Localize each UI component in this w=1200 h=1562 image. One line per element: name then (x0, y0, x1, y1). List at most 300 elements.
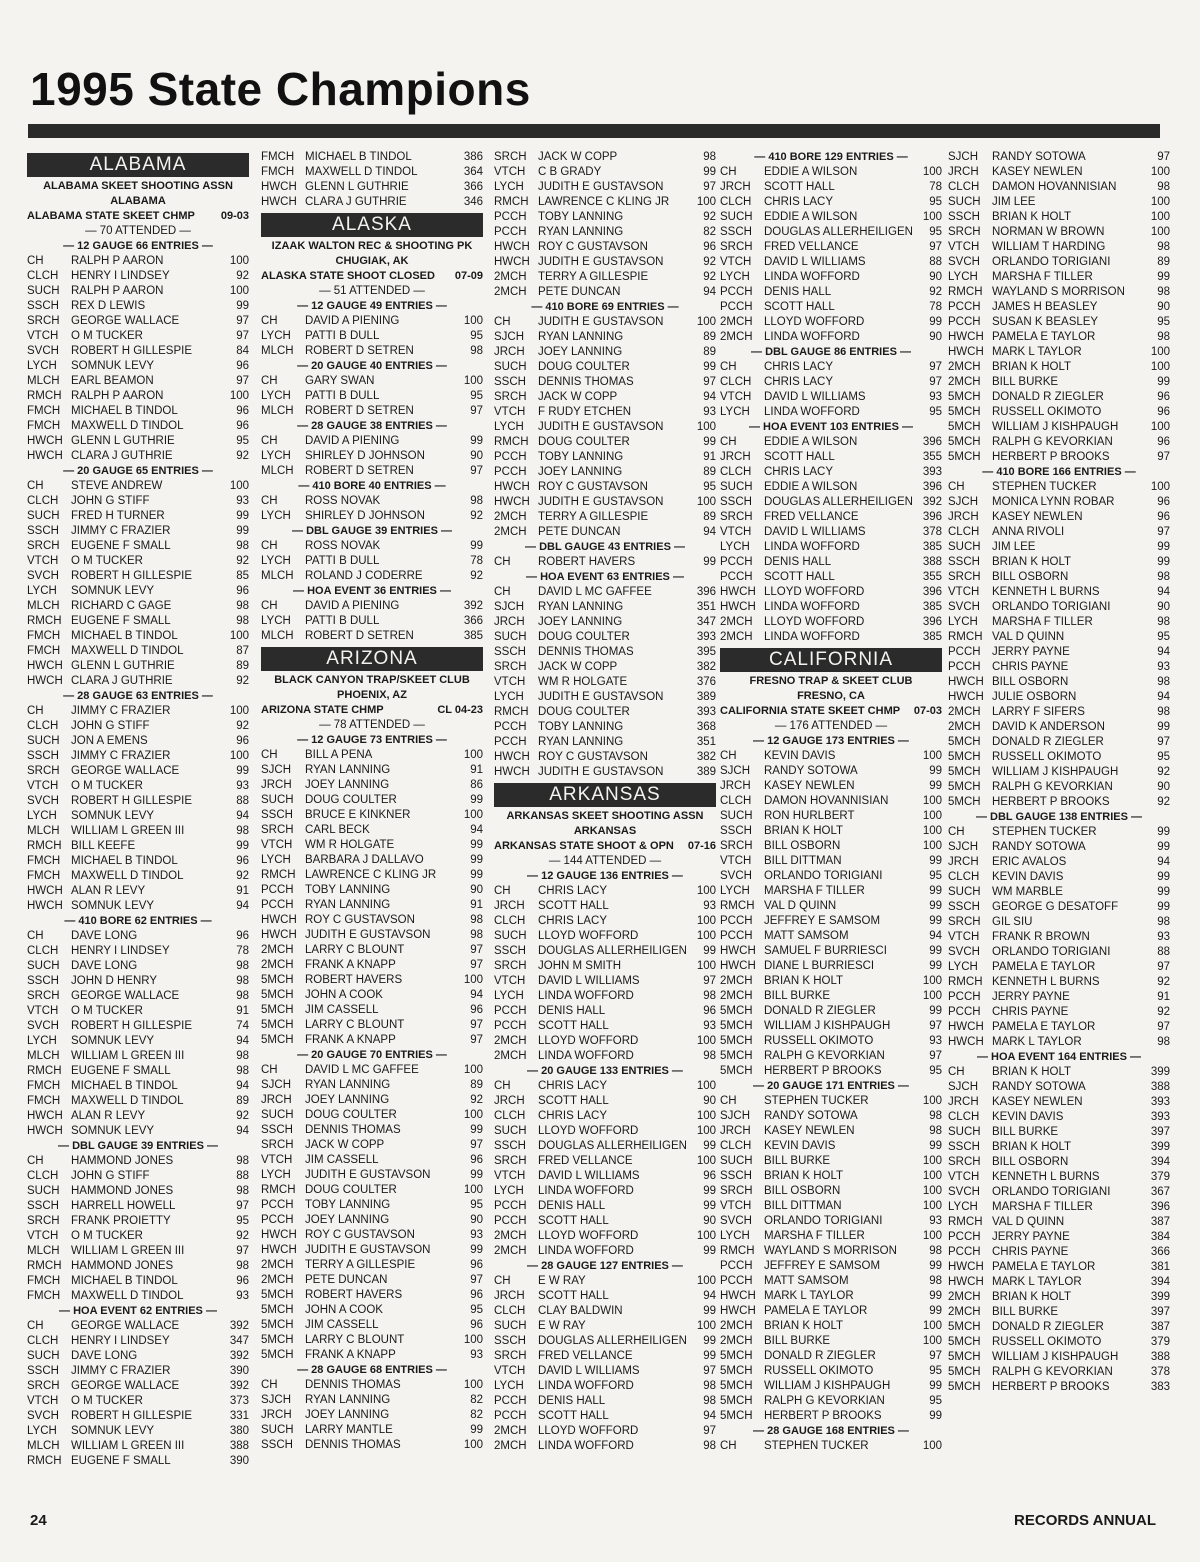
result-row (720, 1199, 942, 1214)
result-row (494, 1019, 716, 1034)
result-row (720, 330, 942, 345)
class-code: JRCH (720, 1125, 751, 1137)
score: 100 (922, 1320, 942, 1332)
score: 98 (1157, 571, 1170, 583)
result-row (720, 1394, 942, 1409)
result-row (948, 420, 1170, 435)
result-row (948, 825, 1170, 840)
class-code: PCCH (720, 286, 753, 298)
score: 95 (703, 481, 716, 493)
score: 96 (470, 1259, 483, 1271)
class-code: SJCH (720, 765, 751, 777)
result-row (948, 285, 1170, 300)
result-row (261, 853, 483, 868)
shooter-name: ALAN R LEVY (71, 1110, 146, 1122)
class-code: CLCH (720, 466, 752, 478)
class-code: RMCH (948, 631, 983, 643)
result-row (494, 750, 716, 765)
result-row (27, 1124, 249, 1139)
class-code: SSCH (948, 556, 980, 568)
shooter-name: SHIRLEY D JOHNSON (305, 450, 425, 462)
class-code: RMCH (948, 286, 983, 298)
shooter-name: MARSHA F TILLER (992, 616, 1093, 628)
class-code: PCCH (494, 721, 527, 733)
shooter-name: DENNIS THOMAS (538, 376, 634, 388)
class-code: 2MCH (261, 1274, 294, 1286)
shooter-name: SCOTT HALL (538, 1410, 609, 1422)
shooter-name: EUGENE F SMALL (71, 1455, 171, 1467)
result-row (261, 629, 483, 644)
shooter-name: ROLAND J CODERRE (305, 570, 423, 582)
result-row (948, 525, 1170, 540)
score: 97 (703, 376, 716, 388)
score: 99 (236, 525, 249, 537)
shooter-name: JEFFREY E SAMSOM (764, 915, 881, 927)
shooter-name: CLARA J GUTHRIE (71, 675, 173, 687)
class-code: VTCH (27, 1005, 59, 1017)
class-code: 5MCH (948, 436, 981, 448)
class-code: PCCH (494, 1410, 527, 1422)
shooter-name: JIM CASSELL (305, 1319, 379, 1331)
score: 367 (1150, 1186, 1170, 1198)
class-code: HWCH (720, 945, 756, 957)
result-row (494, 600, 716, 615)
shooter-name: FRED VELLANCE (764, 241, 859, 253)
class-code: HWCH (720, 586, 756, 598)
result-row (261, 868, 483, 883)
score: 347 (229, 1335, 249, 1347)
result-row (948, 675, 1170, 690)
shooter-name: JOHN D HENRY (71, 975, 158, 987)
result-row (494, 705, 716, 720)
score: 99 (929, 780, 942, 792)
class-code: 5MCH (948, 766, 981, 778)
shooter-name: LAWRENCE C KLING JR (538, 196, 670, 208)
result-row (720, 944, 942, 959)
score: 99 (929, 1305, 942, 1317)
shooter-name: LLOYD WOFFORD (538, 930, 639, 942)
shooter-name: PETE DUNCAN (538, 286, 621, 298)
score: 390 (229, 1365, 249, 1377)
result-row (494, 180, 716, 195)
score: 346 (463, 196, 483, 208)
class-code: CLCH (27, 945, 59, 957)
score: 100 (463, 375, 483, 387)
class-code: CH (720, 361, 737, 373)
score: 100 (229, 630, 249, 642)
result-row (948, 540, 1170, 555)
score: 351 (696, 736, 716, 748)
score: 91 (703, 451, 716, 463)
result-row (720, 450, 942, 465)
event-heading: — 12 GAUGE 66 ENTRIES — (63, 240, 213, 252)
score: 100 (1150, 226, 1170, 238)
class-code: 5MCH (948, 736, 981, 748)
result-row (948, 960, 1170, 975)
score: 93 (703, 900, 716, 912)
class-code: JRCH (948, 511, 979, 523)
score: 100 (696, 1230, 716, 1242)
class-code: 2MCH (494, 1035, 527, 1047)
score: 94 (1157, 691, 1170, 703)
event-heading: — 410 BORE 69 ENTRIES — (531, 301, 679, 313)
result-row (494, 720, 716, 735)
shooter-name: RALPH G KEVORKIAN (992, 1366, 1113, 1378)
score: 99 (236, 510, 249, 522)
score: 95 (929, 1395, 942, 1407)
result-row (720, 570, 942, 585)
club-heading: IZAAK WALTON REC & SHOOTING PK (271, 240, 473, 252)
score: 100 (922, 840, 942, 852)
score: 96 (236, 735, 249, 747)
shooter-name: KENNETH L BURNS (992, 976, 1100, 988)
result-row (948, 345, 1170, 360)
result-row (720, 390, 942, 405)
class-code: SRCH (948, 916, 981, 928)
class-code: VTCH (948, 241, 980, 253)
result-row (494, 525, 716, 540)
score: 99 (703, 1140, 716, 1152)
shooter-name: CHRIS LACY (764, 361, 834, 373)
class-code: VTCH (948, 1171, 980, 1183)
result-row (27, 734, 249, 749)
shooter-name: GLENN L GUTHRIE (71, 435, 175, 447)
result-row (261, 1108, 483, 1123)
score: 99 (470, 1424, 483, 1436)
class-code: CH (494, 316, 511, 328)
shooter-name: O M TUCKER (71, 1005, 143, 1017)
class-code: CLCH (720, 795, 752, 807)
class-code: PCCH (948, 661, 981, 673)
shooter-name: JUDITH E GUSTAVSON (538, 256, 664, 268)
score: 99 (929, 1140, 942, 1152)
result-row (948, 750, 1170, 765)
title-rule (28, 124, 1160, 138)
score: 392 (229, 1320, 249, 1332)
result-row (494, 645, 716, 660)
attendance-line: — 70 ATTENDED — (85, 225, 191, 237)
result-row (261, 778, 483, 793)
result-row (27, 1349, 249, 1364)
shooter-name: BILL BURKE (992, 1306, 1059, 1318)
score: 99 (470, 794, 483, 806)
event-heading: — 28 GAUGE 38 ENTRIES — (297, 420, 447, 432)
championship-name: ALABAMA STATE SKEET CHMP (27, 210, 195, 222)
score: 94 (929, 930, 942, 942)
result-row (720, 884, 942, 899)
shooter-name: TOBY LANNING (305, 884, 391, 896)
score: 92 (470, 570, 483, 582)
shooter-name: JIM CASSELL (305, 1004, 379, 1016)
shooter-name: MARSHA F TILLER (764, 885, 865, 897)
championship-line (494, 839, 716, 854)
result-row (494, 1319, 716, 1334)
result-row (261, 1123, 483, 1138)
shooter-name: BILL BURKE (992, 1126, 1059, 1138)
score: 95 (929, 196, 942, 208)
shooter-name: EUGENE F SMALL (71, 540, 171, 552)
class-code: PCCH (948, 1006, 981, 1018)
score: 387 (1150, 1216, 1170, 1228)
result-row (948, 1230, 1170, 1245)
score: 396 (696, 586, 716, 598)
shooter-name: DAMON HOVANNISIAN (992, 181, 1117, 193)
result-row (948, 630, 1170, 645)
shooter-name: LINDA WOFFORD (764, 541, 860, 553)
result-row (494, 1049, 716, 1064)
score: 376 (696, 676, 716, 688)
result-row (720, 1154, 942, 1169)
score: 99 (929, 885, 942, 897)
score: 90 (929, 271, 942, 283)
result-row (27, 509, 249, 524)
score: 99 (929, 960, 942, 972)
result-row (27, 1319, 249, 1334)
result-row (27, 299, 249, 314)
result-row (948, 210, 1170, 225)
class-code: CH (261, 749, 278, 761)
score: 97 (470, 1019, 483, 1031)
score: 100 (696, 1080, 716, 1092)
score: 91 (470, 764, 483, 776)
score: 89 (236, 660, 249, 672)
result-row (494, 1004, 716, 1019)
club-heading: PHOENIX, AZ (337, 689, 407, 701)
class-code: RMCH (948, 1216, 983, 1228)
score: 100 (1150, 346, 1170, 358)
class-code: MLCH (27, 1245, 60, 1257)
score: 100 (922, 750, 942, 762)
shooter-name: ROY C GUSTAVSON (538, 481, 648, 493)
score: 98 (236, 615, 249, 627)
shooter-name: PATTI B DULL (305, 615, 380, 627)
class-code: RMCH (27, 840, 62, 852)
shooter-name: CHRIS PAYNE (992, 1006, 1069, 1018)
class-code: SVCH (720, 870, 752, 882)
class-code: PCCH (720, 1275, 753, 1287)
class-code: SUCH (948, 886, 981, 898)
score: 93 (929, 1215, 942, 1227)
event-heading: — 28 GAUGE 68 ENTRIES — (297, 1364, 447, 1376)
class-code: CH (27, 930, 44, 942)
shooter-name: DAVID L MC GAFFEE (305, 1064, 419, 1076)
class-code: JRCH (261, 1094, 292, 1106)
event-heading: — 410 BORE 166 ENTRIES — (982, 466, 1136, 478)
class-code: RMCH (27, 615, 62, 627)
shooter-name: JOHN M SMITH (538, 960, 622, 972)
shooter-name: DENIS HALL (538, 1395, 606, 1407)
score: 396 (922, 616, 942, 628)
shooter-name: GEORGE G DESATOFF (992, 901, 1119, 913)
result-row (27, 869, 249, 884)
class-code: 2MCH (948, 361, 981, 373)
shooter-name: LINDA WOFFORD (764, 406, 860, 418)
shooter-name: O M TUCKER (71, 780, 143, 792)
shooter-name: DOUG COULTER (538, 706, 630, 718)
class-code: CH (720, 750, 737, 762)
class-code: HWCH (261, 929, 297, 941)
score: 97 (470, 944, 483, 956)
score: 100 (1150, 361, 1170, 373)
score: 366 (463, 615, 483, 627)
result-row (948, 900, 1170, 915)
result-row (948, 480, 1170, 495)
score: 100 (696, 1110, 716, 1122)
score: 97 (703, 181, 716, 193)
class-code: SJCH (261, 764, 292, 776)
championship-date: 07-09 (454, 270, 483, 282)
shooter-name: BILL KEEFE (71, 840, 136, 852)
score: 95 (470, 1199, 483, 1211)
shooter-name: DENNIS THOMAS (305, 1439, 401, 1451)
score: 387 (1150, 1321, 1170, 1333)
result-row (261, 374, 483, 389)
score: 96 (470, 1319, 483, 1331)
result-row (27, 1199, 249, 1214)
result-row (948, 315, 1170, 330)
shooter-name: WILLIAM T HARDING (992, 241, 1106, 253)
class-code: SJCH (494, 331, 525, 343)
score: 97 (1157, 1021, 1170, 1033)
class-code: CH (948, 1066, 965, 1078)
score: 97 (1157, 451, 1170, 463)
score: 396 (922, 586, 942, 598)
score: 92 (703, 211, 716, 223)
class-code: SRCH (27, 990, 60, 1002)
shooter-name: RALPH G KEVORKIAN (764, 1050, 885, 1062)
shooter-name: DOUGLAS ALLERHEILIGEN (538, 1335, 687, 1347)
score: 99 (703, 1305, 716, 1317)
score: 93 (703, 406, 716, 418)
class-code: LYCH (720, 885, 750, 897)
event-heading: — 410 BORE 129 ENTRIES — (754, 151, 908, 163)
class-code: HWCH (494, 496, 530, 508)
class-code: SSCH (494, 376, 526, 388)
shooter-name: JOHN G STIFF (71, 720, 150, 732)
score: 100 (229, 255, 249, 267)
class-code: SUCH (261, 794, 294, 806)
result-row (948, 1245, 1170, 1260)
class-code: SRCH (27, 765, 60, 777)
score: 99 (929, 1380, 942, 1392)
result-row (494, 735, 716, 750)
score: 100 (463, 809, 483, 821)
score: 90 (703, 1095, 716, 1107)
result-row (720, 435, 942, 450)
shooter-name: FRED VELLANCE (764, 511, 859, 523)
score: 94 (1157, 646, 1170, 658)
result-row (261, 1348, 483, 1363)
shooter-name: TOBY LANNING (538, 451, 624, 463)
score: 100 (696, 1125, 716, 1137)
score: 97 (929, 376, 942, 388)
class-code: FMCH (27, 1095, 61, 1107)
class-code: 5MCH (720, 1365, 753, 1377)
score: 94 (236, 900, 249, 912)
score: 89 (470, 1079, 483, 1091)
class-code: 5MCH (261, 1034, 294, 1046)
result-row (720, 1169, 942, 1184)
class-code: 2MCH (948, 1306, 981, 1318)
class-code: HWCH (27, 1125, 63, 1137)
shooter-name: GEORGE WALLACE (71, 315, 180, 327)
score: 92 (1157, 766, 1170, 778)
result-row (494, 1439, 716, 1454)
class-code: SSCH (948, 1141, 980, 1153)
shooter-name: RUSSELL OKIMOTO (992, 751, 1102, 763)
score: 96 (1157, 436, 1170, 448)
result-row (948, 165, 1170, 180)
result-row (261, 1198, 483, 1213)
score: 99 (929, 945, 942, 957)
class-code: CLCH (948, 871, 980, 883)
class-code: CH (261, 375, 278, 387)
shooter-name: DENNIS THOMAS (538, 646, 634, 658)
shooter-name: VAL D QUINN (764, 900, 837, 912)
shooter-name: MICHAEL B TINDOL (71, 630, 178, 642)
club-heading: ALABAMA SKEET SHOOTING ASSN (43, 180, 233, 192)
score: 394 (1150, 1156, 1170, 1168)
score: 99 (1157, 886, 1170, 898)
score: 88 (236, 795, 249, 807)
result-row (720, 510, 942, 525)
class-code: 2MCH (261, 1259, 294, 1271)
shooter-name: ROBERT HAVERS (305, 974, 403, 986)
result-row (27, 1049, 249, 1064)
shooter-name: HERBERT P BROOKS (764, 1065, 882, 1077)
result-row (261, 1273, 483, 1288)
shooter-name: HERBERT P BROOKS (992, 796, 1110, 808)
result-row (720, 1004, 942, 1019)
result-row (494, 150, 716, 165)
shooter-name: HENRY I LINDSEY (71, 945, 170, 957)
result-row (261, 973, 483, 988)
class-code: VTCH (720, 391, 752, 403)
class-code: 5MCH (261, 1304, 294, 1316)
score: 82 (470, 1409, 483, 1421)
result-row (948, 690, 1170, 705)
shooter-name: JERRY PAYNE (992, 991, 1070, 1003)
shooter-name: WILLIAM L GREEN III (71, 1050, 185, 1062)
shooter-name: PATTI B DULL (305, 555, 380, 567)
result-row (27, 314, 249, 329)
class-code: CH (494, 1275, 511, 1287)
class-code: SUCH (720, 481, 753, 493)
score: 100 (922, 166, 942, 178)
club-heading: FRESNO TRAP & SKEET CLUB (749, 675, 913, 687)
shooter-name: ROBERT HAVERS (538, 556, 636, 568)
shooter-name: DONALD R ZIEGLER (992, 736, 1104, 748)
class-code: SRCH (494, 391, 527, 403)
score: 96 (236, 930, 249, 942)
shooter-name: ANNA RIVOLI (992, 526, 1065, 538)
result-row (261, 494, 483, 509)
result-row (261, 434, 483, 449)
class-code: 2MCH (494, 1440, 527, 1452)
result-row (948, 390, 1170, 405)
score: 97 (236, 330, 249, 342)
shooter-name: JUDITH E GUSTAVSON (305, 1169, 431, 1181)
shooter-name: JIMMY C FRAZIER (71, 750, 171, 762)
shooter-name: ROBERT HAVERS (305, 1289, 403, 1301)
score: 96 (1157, 511, 1170, 523)
state-banner: ARKANSAS (494, 783, 716, 807)
result-row (494, 914, 716, 929)
class-code: PCCH (494, 1215, 527, 1227)
score: 99 (703, 945, 716, 957)
class-code: MLCH (261, 570, 294, 582)
score: 98 (1157, 916, 1170, 928)
